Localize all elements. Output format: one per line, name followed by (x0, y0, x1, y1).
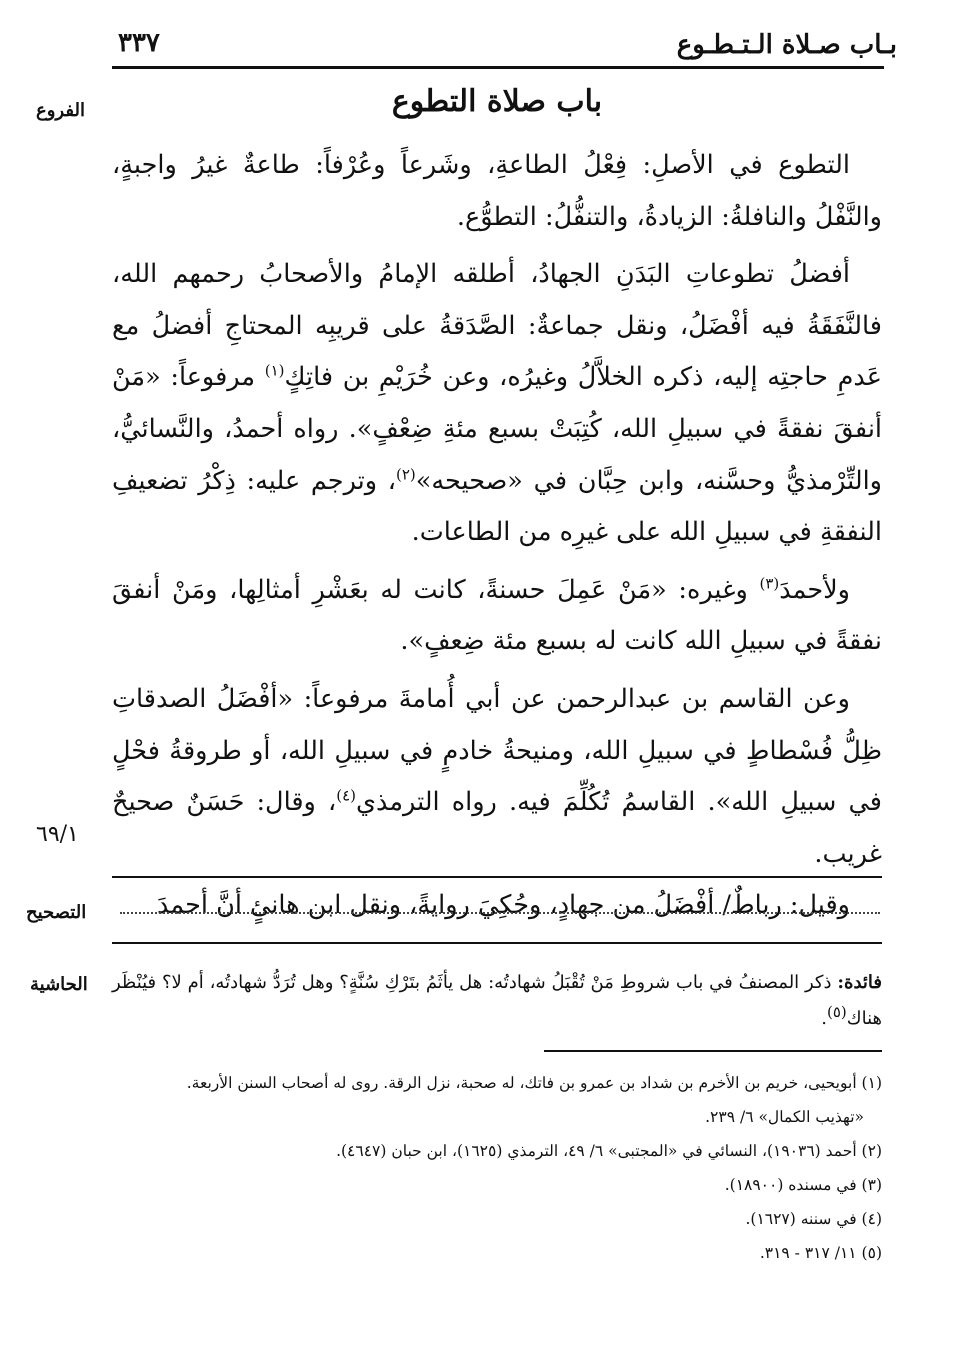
footnote-rule (544, 1050, 882, 1052)
footnote-3: (٣) في مسنده (١٨٩٠٠). (724, 1176, 882, 1194)
footnotes (112, 1066, 882, 1270)
page-number: ٣٣٧ (118, 28, 160, 58)
text-span: وعن القاسم بن عبدالرحمن عن أبي أُمامةَ مرفوعاً: «أفْضَلُ الصدقاتِ ظِلُّ فُسْطاطٍ في سبيلِ الله، ومنيحةُ خادمٍ في سبيلِ الله، أو طروقةُ فحْلٍ في سبيلِ الله». القاسمُ تُكُلِّمَ فيه. رواه الترمذي (112, 683, 882, 818)
footnote-4: (٤) في سننه (١٦٢٧). (745, 1210, 882, 1228)
text-span: ، وقال: حَسَنٌ صحيحٌ غريب. (112, 787, 882, 869)
paragraph: التطوع في الأصلِ: فِعْلُ الطاعةِ، وشَرعاً وعُرْفاً: طاعةٌ غيرُ واجبةٍ، والنَّفْلُ والنافلةُ: الزيادةُ، والتنفُّلُ: التطوُّع. (112, 150, 882, 232)
footnote-2: (٢) أحمد (١٩٠٣٦)، النسائي في «المجتبى» ٦/ ٤٩، الترمذي (١٦٢٥)، ابن حبان (٤٦٤٧). (336, 1142, 882, 1160)
margin-label-tashih: التصحيح (26, 902, 87, 923)
running-title: بـاب صـلاة الـتـطـوع (676, 30, 897, 60)
chapter-title: باب صلاة التطوع (391, 84, 603, 119)
main-text (112, 140, 882, 932)
folio-note: ٦٩/١ (36, 822, 79, 847)
footnote-5: (٥) ١١/ ٣١٧ - ٣١٩. (759, 1244, 882, 1262)
text-span: ولأحمدَ (779, 574, 850, 605)
footnote-marker[interactable]: (٢) (395, 465, 416, 484)
paragraph: وقيل: رباطٌ/ أفْضَلُ من جهادٍ، وحُكِيَ روايةً، ونقل ابن هانئٍ أنَّ أحمدَ (157, 890, 850, 921)
margin-label-hashia: الحاشية (30, 974, 88, 995)
footnote-marker[interactable]: (١) (264, 361, 285, 380)
footnote-marker[interactable]: (٣) (759, 574, 780, 593)
text-span: مرفوعاً: «مَنْ أنفقَ نفقةً في سبيلِ الله، كُتِبَتْ بسبع مئةِ ضِعْفٍ». رواه أحمدُ، والنَّسائيُّ، والتِّرْمذيُّ وحسَّنه، وابن حِبَّان في «صحيحه» (112, 362, 882, 496)
hashia-text: ذكر المصنفُ في باب شروطِ مَنْ تُقْبَلُ شهادتُه: هل يأثَمُ بتَرْكِ سُنَّةٍ؟ وهل تُرَدُّ شهادتُه، أم لا؟ فيُنْظَر هناك (112, 972, 882, 1029)
text-span: وغيره: «مَنْ عَمِلَ حسنةً، كانت له بعَشْرِ أمثالِها، ومَنْ أنفقَ نفقةً في سبيلِ الله كانت له بسبع مئة ضِعفٍ». (112, 574, 882, 657)
paragraph (112, 249, 882, 559)
footnote-marker[interactable]: (٤) (336, 786, 357, 805)
text-span: ، وترجم عليه: ذِكْرُ تضعيفِ النفقةِ في سبيلِ الله على غيرِه من الطاعات. (112, 465, 882, 548)
paragraph (112, 674, 882, 880)
text-span: أفضلُ تطوعاتِ البَدَنِ الجهادُ، أطلقه الإمامُ والأصحابُ رحمهم الله، فالنَّفَقَةُ فيه أفْضَلُ، ونقل جماعةٌ: الصَّدَقةُ على قريبِه المحتاجِ أفضلُ مع عَدمِ حاجتِه إليه، ذكره الخلاَّلُ وغيرُه، وعن خُرَيْمِ بن فاتِكٍ (112, 259, 883, 393)
footnote-marker[interactable]: (٥) (826, 1003, 847, 1021)
footnote-1-cont: «تهذيب الكمال» ٦/ ٢٣٩. (705, 1108, 864, 1126)
margin-label-furu: الفروع (36, 100, 85, 121)
section-rule-top (112, 876, 882, 878)
hashia-lead: فائدة: (837, 972, 882, 993)
header-rule (112, 66, 884, 69)
footnote-1: (١) أبويحيى، خريم بن الأخرم بن شداد بن عمرو بن فاتك، له صحبة، نزل الرقة. روى له أصحاب السنن الأربعة. (186, 1074, 882, 1092)
hashia-note: فائدة: ذكر المصنفُ في باب شروطِ مَنْ تُقْبَلُ شهادتُه: هل يأثَمُ بتَرْكِ سُنَّةٍ؟ وهل تُرَدُّ شهادتُه، أم لا؟ فيُنْظَر هناك$^{(٥)}$. (112, 972, 882, 1029)
section-rule-bottom (112, 942, 882, 944)
tashih-dotted-line (120, 912, 880, 914)
paragraph (112, 565, 882, 668)
